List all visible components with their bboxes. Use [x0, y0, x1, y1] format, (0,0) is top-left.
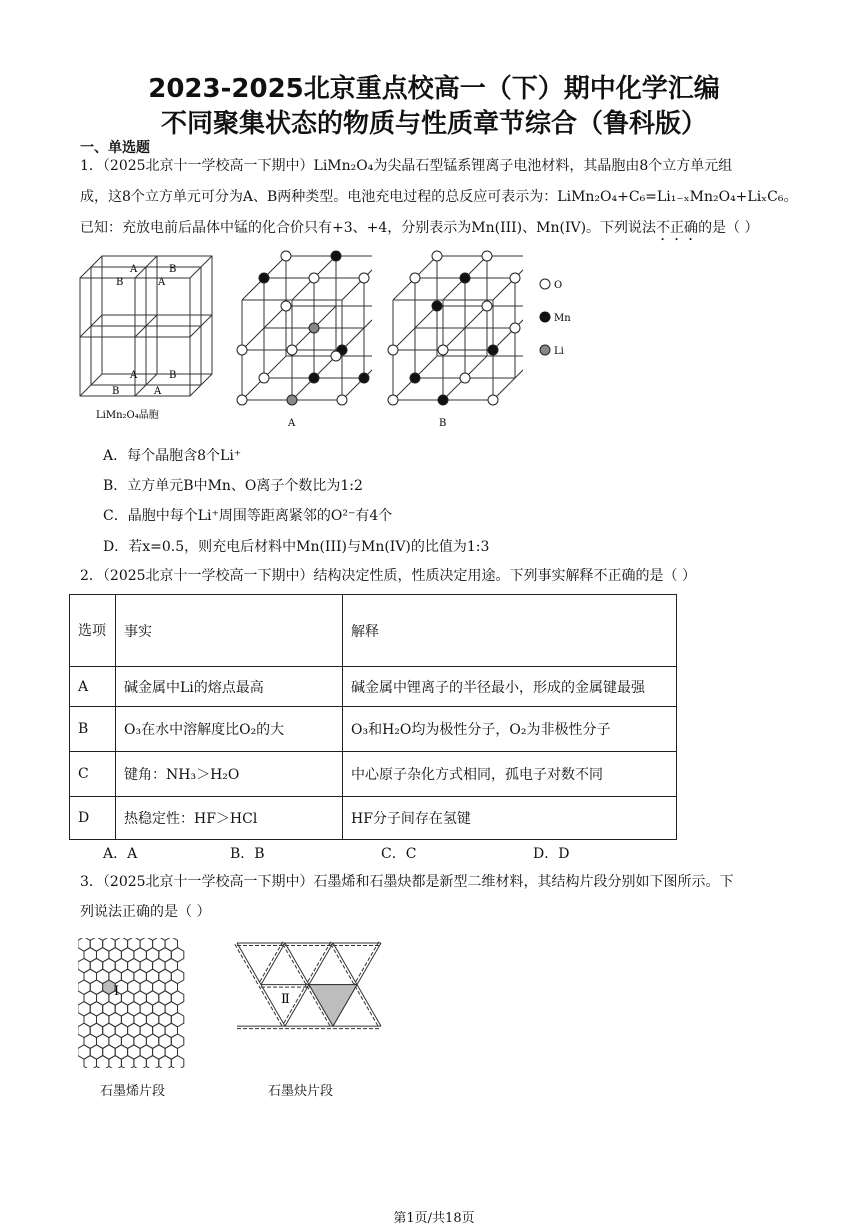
cell-label-6: B [169, 370, 177, 381]
o-atom [460, 373, 470, 383]
table-row [70, 667, 677, 707]
section-heading: 一、单选题 [80, 140, 150, 156]
mn-atom [331, 251, 341, 261]
table-cell: 中心原子杂化方式相同，孤电子对数不同 [343, 752, 677, 797]
cell-label-4: A [158, 277, 166, 288]
o-atom [388, 395, 398, 405]
table-header-cell: 解释 [343, 595, 677, 667]
legend-li-label: Li [554, 346, 564, 357]
triple-bond-stroke [259, 986, 283, 1028]
o-atom [432, 251, 442, 261]
acetylene-bond [309, 943, 333, 985]
mn-atom [460, 273, 470, 283]
legend-o-label: O [554, 280, 563, 291]
acetylene-bond [285, 943, 309, 985]
graphyne-unit-ii [309, 985, 357, 1027]
cell-label-7: B [112, 386, 120, 397]
mn-atom [410, 373, 420, 383]
table-cell: 碱金属中Li的熔点最高 [116, 667, 343, 707]
table-header-cell: 事实 [116, 595, 343, 667]
table-header-row [70, 595, 677, 667]
doc-title-line1: 2023-2025北京重点校高一（下）期中化学汇编 [148, 74, 720, 104]
doc-title-line2: 不同聚集状态的物质与性质章节综合（鲁科版） [160, 109, 707, 139]
o-atom [281, 301, 291, 311]
table-cell: A [70, 667, 116, 707]
limn2o4-cell-figure [72, 248, 222, 428]
table-row [70, 797, 677, 840]
triple-bond-stroke [259, 942, 283, 984]
q1-stem-line1: 1．（2025北京十一学校高一下期中）LiMn₂O₄为尖晶石型锰系锂离子电池材料，其晶胞由8个立方单元组 [80, 158, 733, 174]
legend-li-icon [540, 345, 550, 355]
o-atom [309, 273, 319, 283]
q2-table [69, 594, 677, 840]
q1-stem-line2: 成，这8个立方单元可分为A、B两种类型。电池充电过程的总反应可表示为：LiMn₂O₄+C₆=Li₁₋ₓMn₂O₄+LiₓC₆。 [80, 189, 798, 205]
hexagon [84, 1056, 97, 1068]
q2-stem: 2．（2025北京十一学校高一下期中）结构决定性质，性质决定用途。下列事实解释不正确的是（ ） [80, 568, 696, 584]
graphene-figure [78, 938, 193, 1068]
q1-option-d[interactable]: D．若x=0.5，则充电后材料中Mn(III)与Mn(IV)的比值为1:3 [103, 539, 490, 555]
table-row [70, 707, 677, 752]
acetylene-bond [237, 943, 261, 985]
q1-option-a[interactable]: A．每个晶胞含8个Li⁺ [103, 448, 242, 464]
q3-stem-line1: 3．（2025北京十一学校高一下期中）石墨烯和石墨炔都是新型二维材料，其结构片段分别如下图所示。下 [80, 874, 734, 890]
graphene-caption: 石墨烯片段 [100, 1084, 166, 1099]
o-atom [410, 273, 420, 283]
mn-atom [432, 301, 442, 311]
table-cell: C [70, 752, 116, 797]
q1-stem-line3 [80, 218, 759, 244]
mn-atom [259, 273, 269, 283]
cube-b-caption: B [439, 418, 447, 429]
mn-atom [309, 373, 319, 383]
table-cell: 键角：NH₃＞H₂O [116, 752, 343, 797]
graphyne-figure [225, 935, 395, 1070]
graphyne-mark: Ⅱ [281, 992, 290, 1007]
o-atom [331, 351, 341, 361]
hexagon [134, 1056, 147, 1068]
q2-option-b[interactable]: B．B [230, 846, 265, 862]
o-atom [488, 395, 498, 405]
o-atom [237, 345, 247, 355]
hexagon [146, 1056, 158, 1068]
graphene-mark: Ⅰ [114, 984, 120, 999]
triple-bond-stroke [355, 942, 379, 984]
cube-a-caption: A [288, 418, 296, 429]
table-header-cell: 选项 [70, 595, 116, 667]
table-cell: D [70, 797, 116, 840]
legend-mn-icon [540, 312, 550, 322]
q3-stem-line2: 列说法正确的是（ ） [80, 904, 211, 920]
table-row [70, 752, 677, 797]
legend-mn-label: Mn [554, 313, 571, 324]
hexagon [97, 1056, 109, 1068]
hexagon [159, 1056, 172, 1068]
li-atom [287, 395, 297, 405]
triple-bond-stroke [331, 944, 355, 986]
mn-atom [488, 345, 498, 355]
o-atom [259, 373, 269, 383]
triple-bond-stroke [355, 986, 379, 1028]
o-atom [482, 251, 492, 261]
cell-label-8: A [154, 386, 162, 397]
acetylene-bond [261, 943, 285, 985]
graphyne-caption: 石墨炔片段 [268, 1084, 334, 1099]
o-atom [237, 395, 247, 405]
q2-option-c[interactable]: C．C [381, 846, 417, 862]
o-atom [388, 345, 398, 355]
o-atom [438, 345, 448, 355]
table-cell: O₃在水中溶解度比O₂的大 [116, 707, 343, 752]
cell-label-3: B [116, 277, 124, 288]
acetylene-bond [357, 943, 381, 985]
triple-bond-stroke [307, 942, 331, 984]
triple-bond-stroke [283, 944, 307, 986]
cell-label-1: A [130, 264, 138, 275]
acetylene-bond [357, 985, 381, 1027]
o-atom [510, 273, 520, 283]
legend-o-icon [540, 279, 550, 289]
hexagon [109, 1056, 122, 1068]
cell-caption: LiMn₂O₄晶胞 [96, 410, 159, 421]
q2-option-d[interactable]: D．D [533, 846, 570, 862]
table-cell: O₃和H₂O均为极性分子，O₂为非极性分子 [343, 707, 677, 752]
q1-stem-line3-c: 的是（ ） [698, 220, 759, 236]
cell-label-5: A [130, 370, 138, 381]
hexagon [171, 1056, 184, 1068]
acetylene-bond [333, 943, 357, 985]
table-cell: 热稳定性：HF＞HCl [116, 797, 343, 840]
q2-option-a[interactable]: A．A [103, 846, 138, 862]
table-cell: HF分子间存在氢键 [343, 797, 677, 840]
table-cell: 碱金属中锂离子的半径最小，形成的金属键最强 [343, 667, 677, 707]
o-atom [359, 273, 369, 283]
o-atom [510, 323, 520, 333]
triple-bond-stroke [235, 944, 259, 986]
o-atom [281, 251, 291, 261]
page-footer: 第1页/共18页 [393, 1211, 475, 1226]
q1-option-b[interactable]: B．立方单元B中Mn、O离子个数比为1:2 [103, 478, 363, 494]
o-atom [482, 301, 492, 311]
q1-stem-emphasis: 不正确 [656, 220, 699, 236]
table-cell: B [70, 707, 116, 752]
cube-a-figure [232, 250, 372, 430]
li-atom [309, 323, 319, 333]
mn-atom [438, 395, 448, 405]
atom-legend [535, 272, 595, 362]
cell-label-2: B [169, 264, 177, 275]
hexagon [121, 1056, 133, 1068]
o-atom [337, 395, 347, 405]
q1-option-c[interactable]: C．晶胞中每个Li⁺周围等距离紧邻的O²⁻有4个 [103, 508, 393, 524]
o-atom [287, 345, 297, 355]
mn-atom [359, 373, 369, 383]
cube-b-figure [383, 250, 523, 430]
q1-stem-line3-a: 已知：充放电前后晶体中锰的化合价只有+3、+4，分别表示为Mn(III)、Mn(IV)。下列说法 [80, 220, 657, 236]
